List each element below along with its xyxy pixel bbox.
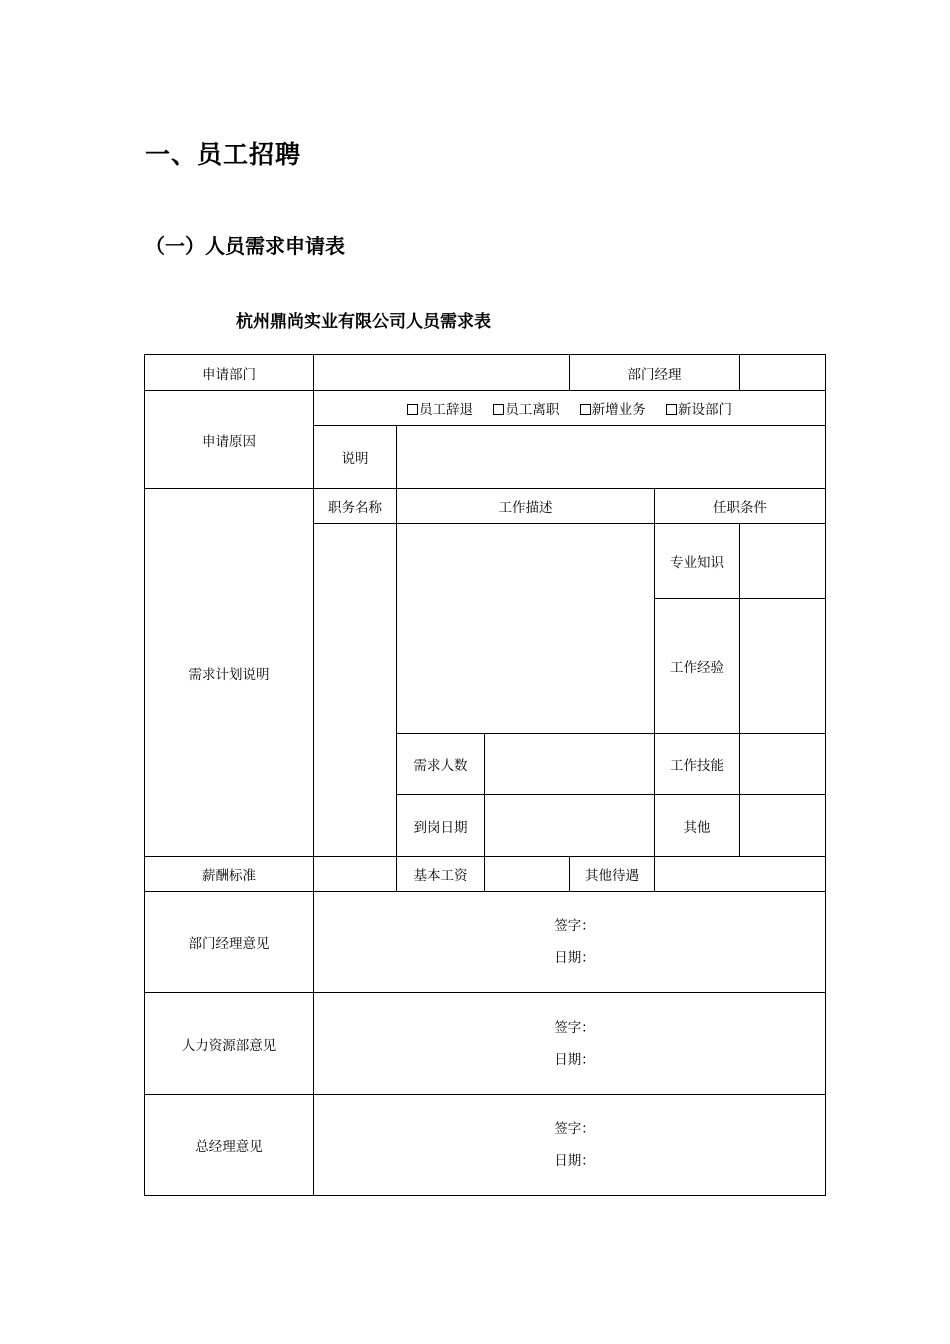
apply-dept-field[interactable] bbox=[314, 355, 570, 391]
checkbox-icon bbox=[666, 404, 677, 415]
dept-manager-opinion-label: 部门经理意见 bbox=[145, 892, 314, 993]
experience-label: 工作经验 bbox=[655, 599, 740, 734]
headcount-field[interactable] bbox=[485, 734, 655, 795]
job-title-label: 职务名称 bbox=[314, 489, 397, 524]
reason-option-dismissal[interactable]: 员工辞退 bbox=[407, 398, 473, 418]
demand-plan-label: 需求计划说明 bbox=[145, 489, 314, 857]
other-benefits-label: 其他待遇 bbox=[570, 857, 655, 892]
other-label: 其他 bbox=[655, 795, 740, 857]
start-date-label: 到岗日期 bbox=[397, 795, 485, 857]
knowledge-label: 专业知识 bbox=[655, 524, 740, 599]
checkbox-icon bbox=[493, 404, 504, 415]
subsection-heading: （一）人员需求申请表 bbox=[145, 234, 345, 258]
reason-options bbox=[314, 391, 826, 426]
dept-manager-opinion-field[interactable] bbox=[314, 892, 826, 993]
salary-field[interactable] bbox=[314, 857, 397, 892]
base-salary-field[interactable] bbox=[485, 857, 570, 892]
job-desc-label: 工作描述 bbox=[397, 489, 655, 524]
personnel-demand-form bbox=[144, 354, 826, 1196]
reason-option-new-business[interactable]: 新增业务 bbox=[580, 398, 646, 418]
section-heading: 一、员工招聘 bbox=[145, 140, 302, 169]
job-desc-field[interactable] bbox=[397, 524, 655, 734]
sign-label: 签字： bbox=[554, 1019, 595, 1036]
other-field[interactable] bbox=[740, 795, 826, 857]
knowledge-field[interactable] bbox=[740, 524, 826, 599]
job-title-field[interactable] bbox=[314, 524, 397, 857]
form-title: 杭州鼎尚实业有限公司人员需求表 bbox=[236, 312, 491, 332]
explanation-label: 说明 bbox=[314, 426, 397, 489]
start-date-field[interactable] bbox=[485, 795, 655, 857]
other-benefits-field[interactable] bbox=[655, 857, 826, 892]
dept-manager-label: 部门经理 bbox=[570, 355, 740, 391]
requirements-label: 任职条件 bbox=[655, 489, 826, 524]
date-label: 日期： bbox=[554, 1153, 595, 1169]
checkbox-icon bbox=[407, 404, 418, 415]
skills-field[interactable] bbox=[740, 734, 826, 795]
checkbox-icon bbox=[580, 404, 591, 415]
hr-opinion-label: 人力资源部意见 bbox=[145, 993, 314, 1095]
date-label: 日期： bbox=[554, 950, 595, 966]
gm-opinion-label: 总经理意见 bbox=[145, 1095, 314, 1196]
salary-label: 薪酬标准 bbox=[145, 857, 314, 892]
experience-field[interactable] bbox=[740, 599, 826, 734]
reason-option-resignation[interactable]: 员工离职 bbox=[493, 398, 559, 418]
gm-opinion-field[interactable] bbox=[314, 1095, 826, 1196]
skills-label: 工作技能 bbox=[655, 734, 740, 795]
sign-label: 签字： bbox=[554, 918, 595, 934]
headcount-label: 需求人数 bbox=[397, 734, 485, 795]
hr-opinion-field[interactable] bbox=[314, 993, 826, 1095]
base-salary-label: 基本工资 bbox=[397, 857, 485, 892]
reason-option-new-dept[interactable]: 新设部门 bbox=[666, 398, 732, 418]
dept-manager-field[interactable] bbox=[740, 355, 826, 391]
apply-reason-label: 申请原因 bbox=[145, 391, 314, 489]
apply-dept-label: 申请部门 bbox=[145, 355, 314, 391]
sign-label: 签字： bbox=[554, 1121, 595, 1137]
date-label: 日期： bbox=[554, 1051, 595, 1068]
explanation-field[interactable] bbox=[397, 426, 826, 489]
